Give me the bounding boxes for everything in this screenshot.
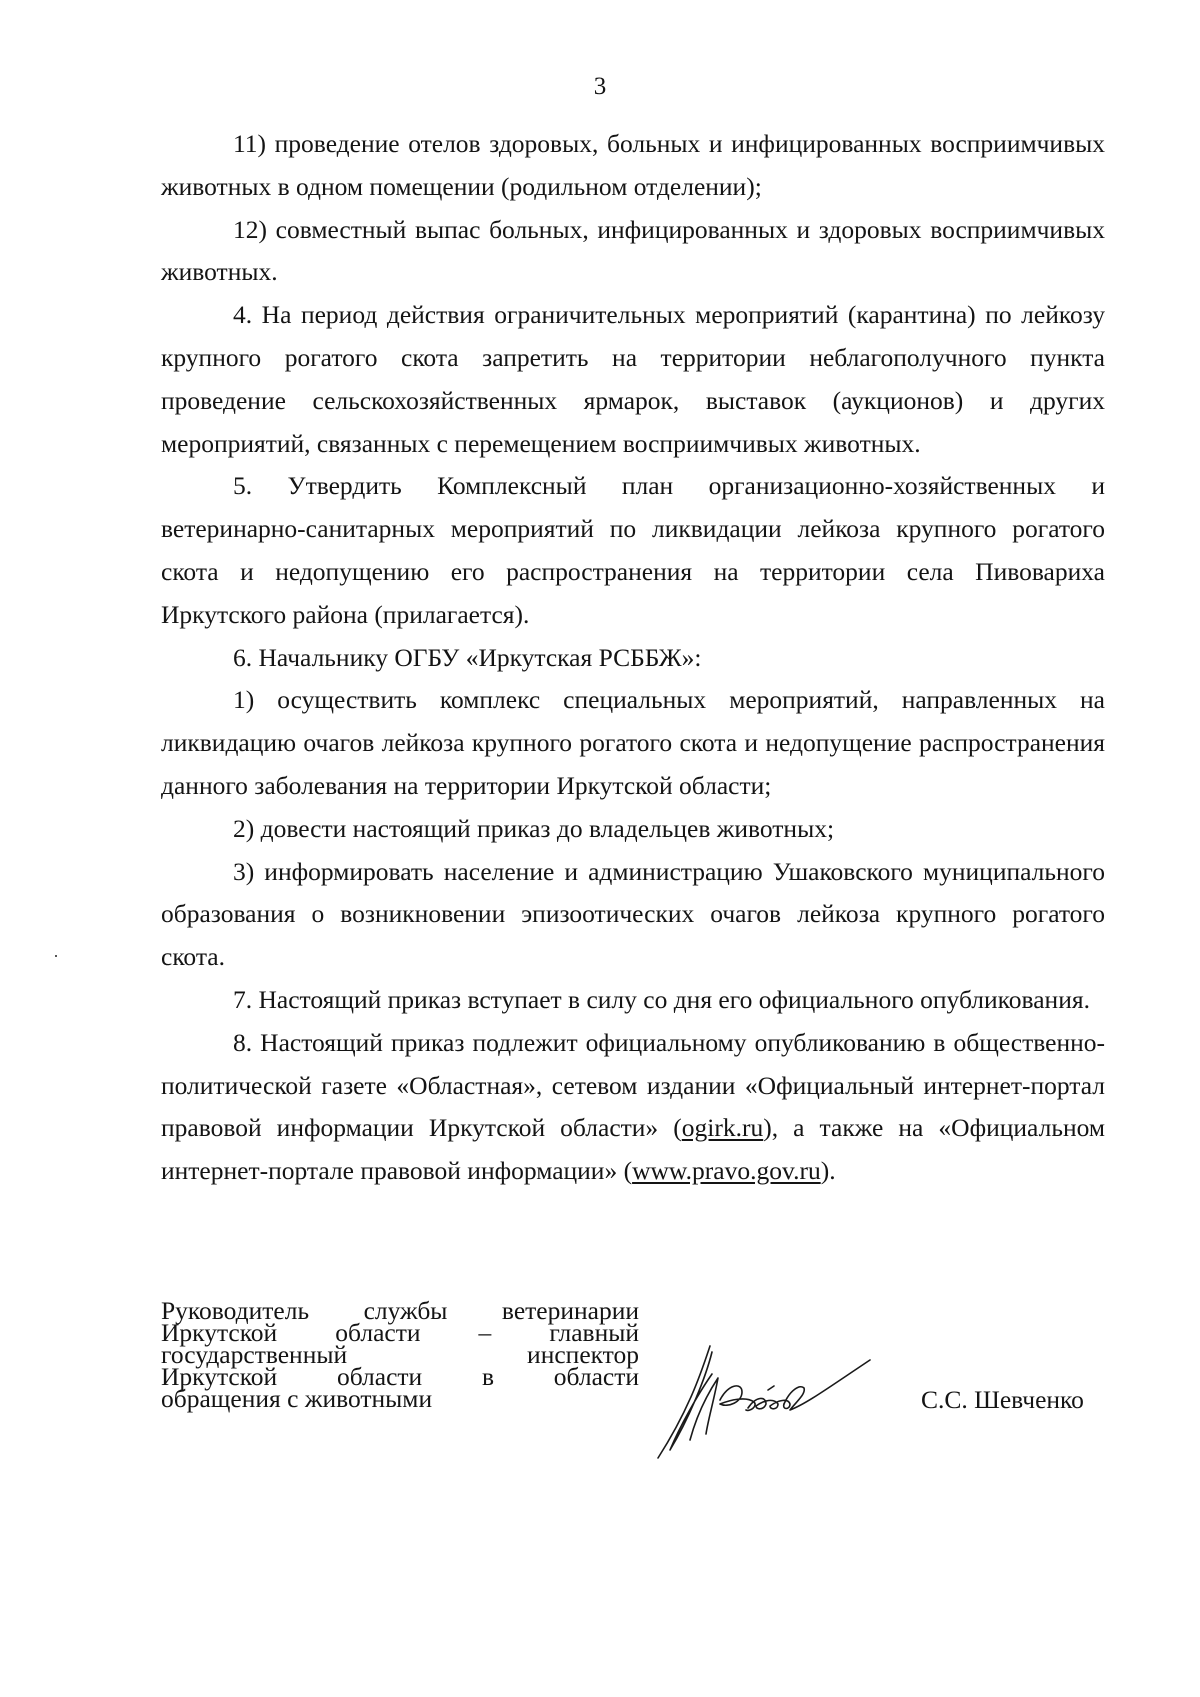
handwritten-signature [650, 1330, 890, 1460]
paragraph-section-8-text-start: 8. Настоящий приказ подлежит официальному опубликованию в общественно-политической газете «Областная», сетевом издании «Официальный интернет-портал правовой информации Иркутской области» ( [161, 1027, 1105, 1143]
paragraph-section-7: 7. Настоящий приказ вступает в силу со дня его официального опубликования. [233, 984, 1090, 1014]
page-number: 3 [593, 73, 607, 100]
paragraph-section-5: 5. Утвердить Комплексный план организационно-хозяйственных и ветеринарно-санитарных мероприятий по ликвидации лейкоза крупного рогатого скота и недопущению его распространения на территории села Пивовариха Иркутского района (прилагается). [161, 471, 1105, 629]
signer-name: С.С. Шевченко [921, 1385, 1084, 1414]
paragraph-section-8 [161, 1022, 1105, 1193]
ogirk-link[interactable]: ogirk.ru [681, 1113, 764, 1143]
signatory-position-line: государственный инспектор [161, 1340, 639, 1369]
paragraph-item-11: 11) проведение отелов здоровых, больных и инфицированных восприимчивых животных в одном помещении (родильном отделении); [161, 129, 1105, 201]
scan-margin-mark [55, 955, 57, 957]
paragraph-section-6: 6. Начальнику ОГБУ «Иркутская РСББЖ»: [233, 642, 702, 672]
paragraph-item-6-2: 2) довести настоящий приказ до владельцев животных; [233, 813, 835, 843]
paragraph-item-6-3: 3) информировать население и администрацию Ушаковского муниципального образования о возникновении эпизоотических очагов лейкоза крупного рогатого скота. [161, 856, 1105, 972]
paragraph-item-12: 12) совместный выпас больных, инфицированных и здоровых восприимчивых животных. [161, 214, 1105, 287]
paragraph-section-8-text-end: ). [820, 1156, 836, 1186]
document-body [161, 123, 1105, 1193]
signatory-position [161, 1296, 639, 1413]
paragraph-item-6-1: 1) осуществить комплекс специальных мероприятий, направленных на ликвидацию очагов лейкоза крупного рогатого скота и недопущение распространения данного заболевания на территории Иркутской области; [161, 685, 1105, 800]
paragraph-section-8-text-middle: ), а также на «Официальном интернет-портале правовой информации» ( [161, 1113, 1105, 1186]
signatory-position-line: Иркутской области – главный [161, 1318, 639, 1347]
pravo-gov-link[interactable]: www.pravo.gov.ru [632, 1156, 821, 1186]
paragraph-section-4: 4. На период действия ограничительных мероприятий (карантина) по лейкозу крупного рогатого скота запретить на территории неблагополучного пункта проведение сельскохозяйственных ярмарок, выставок (аукционов) и других мероприятий, связанных с перемещением восприимчивых животных. [161, 300, 1105, 458]
signatory-position-line: Руководитель службы ветеринарии [161, 1296, 639, 1325]
signatory-position-line: обращения с животными [161, 1384, 433, 1413]
signatory-position-line: Иркутской области в области [161, 1362, 639, 1391]
